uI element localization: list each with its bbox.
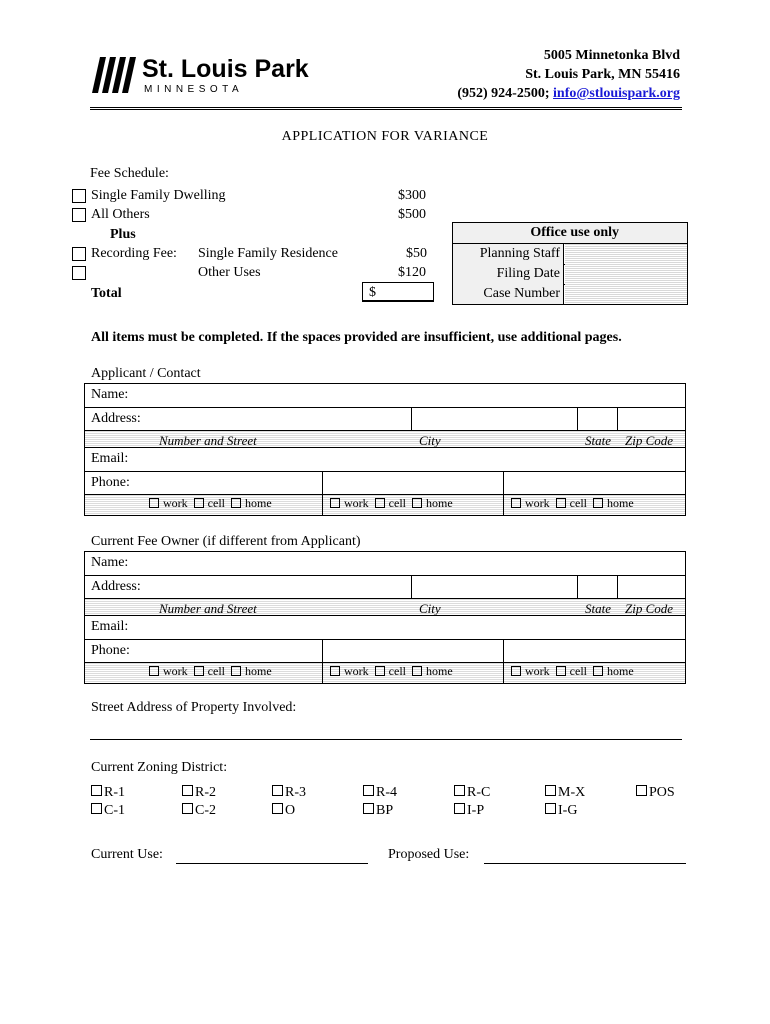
owner-phone1-home-checkbox[interactable] [231, 666, 241, 676]
office-use-heading: Office use only [453, 223, 687, 244]
owner-name-row[interactable] [85, 552, 685, 576]
zone-mx-checkbox[interactable] [545, 785, 556, 796]
applicant-address-label: Address: [91, 411, 141, 426]
office-row-filing-date [453, 264, 687, 285]
owner-phone3-home-checkbox[interactable] [593, 666, 603, 676]
owner-caption-state: State [585, 601, 611, 616]
phone3-work-checkbox[interactable] [511, 498, 521, 508]
property-address-label: Street Address of Property Involved: [91, 700, 297, 715]
fee-label-single-family: Single Family Dwelling [91, 188, 226, 203]
owner-table [84, 551, 686, 684]
owner-phone2-home-checkbox[interactable] [412, 666, 422, 676]
total-label: Total [91, 286, 122, 301]
office-label-case-number: Case Number [483, 286, 560, 301]
fee-checkbox-recording-residence[interactable] [72, 247, 86, 261]
applicant-phone-label: Phone: [91, 475, 130, 490]
fee-checkbox-all-others[interactable] [72, 208, 86, 222]
applicant-email-row[interactable] [85, 448, 685, 472]
zone-option-ig[interactable]: I-G [545, 803, 577, 819]
owner-phone-label: Phone: [91, 643, 130, 658]
current-use-line[interactable] [176, 863, 368, 864]
owner-address-row[interactable] [85, 576, 685, 599]
zone-option-pos[interactable]: POS [636, 785, 675, 801]
zone-option-mx[interactable]: M-X [545, 785, 585, 801]
zone-r2-checkbox[interactable] [182, 785, 193, 796]
owner-caption-zip: Zip Code [625, 601, 674, 616]
logo-state: MINNESOTA [144, 84, 244, 95]
contact-line [457, 84, 680, 103]
owner-phone3-work-checkbox[interactable] [511, 666, 521, 676]
city-address [457, 46, 680, 103]
office-row-case-number [453, 284, 687, 304]
zone-option-rc[interactable]: R-C [454, 785, 490, 801]
header-divider-2 [90, 109, 682, 110]
applicant-email-label: Email: [91, 451, 129, 466]
owner-phone1-cell-checkbox[interactable] [194, 666, 204, 676]
owner-phone-types: work cell home work cell home work cell home [85, 663, 685, 683]
zone-option-r4[interactable]: R-4 [363, 785, 397, 801]
phone2-work-checkbox[interactable] [330, 498, 340, 508]
phone2-home-checkbox[interactable] [412, 498, 422, 508]
recording-amount-residence: $50 [406, 246, 427, 261]
owner-caption-city: City [419, 601, 441, 616]
header-divider [90, 107, 682, 108]
caption-city: City [419, 433, 441, 448]
current-use-label: Current Use: [91, 847, 163, 862]
zone-ip-checkbox[interactable] [454, 803, 465, 814]
zone-option-ip[interactable]: I-P [454, 803, 484, 819]
zone-option-r1[interactable]: R-1 [91, 785, 125, 801]
owner-address-captions [85, 599, 685, 616]
fee-label-all-others: All Others [91, 207, 150, 222]
owner-phone1-work-checkbox[interactable] [149, 666, 159, 676]
phone3-cell-checkbox[interactable] [556, 498, 566, 508]
owner-caption-street: Number and Street [159, 601, 257, 616]
applicant-name-row[interactable] [85, 384, 685, 408]
applicant-phone-row[interactable] [85, 472, 685, 495]
phone3-home-checkbox[interactable] [593, 498, 603, 508]
office-label-filing-date: Filing Date [496, 266, 560, 281]
phone1-work-checkbox[interactable] [149, 498, 159, 508]
office-field-planning-staff[interactable] [565, 244, 687, 264]
zone-pos-checkbox[interactable] [636, 785, 647, 796]
zone-ig-checkbox[interactable] [545, 803, 556, 814]
logo-name: St. Louis Park [142, 55, 309, 83]
zone-c1-checkbox[interactable] [91, 803, 102, 814]
owner-email-label: Email: [91, 619, 129, 634]
fee-plus-label: Plus [110, 227, 136, 242]
instruction-text: All items must be completed. If the spaces provided are insufficient, use additional pages. [91, 330, 622, 345]
zone-rc-checkbox[interactable] [454, 785, 465, 796]
applicant-heading: Applicant / Contact [91, 366, 201, 381]
office-label-planning-staff: Planning Staff [479, 246, 560, 261]
zoning-heading: Current Zoning District: [91, 760, 228, 775]
zone-option-c2[interactable]: C-2 [182, 803, 216, 819]
fee-amount-single-family: $300 [398, 188, 426, 203]
zone-option-r2[interactable]: R-2 [182, 785, 216, 801]
applicant-table [84, 383, 686, 516]
zone-c2-checkbox[interactable] [182, 803, 193, 814]
zone-r3-checkbox[interactable] [272, 785, 283, 796]
owner-heading: Current Fee Owner (if different from Applicant) [91, 534, 361, 549]
email-link[interactable]: info@stlouispark.org [553, 86, 680, 101]
office-row-planning-staff [453, 244, 687, 265]
owner-name-label: Name: [91, 555, 129, 570]
office-use-box [452, 222, 688, 305]
owner-address-label: Address: [91, 579, 141, 594]
city-logo [92, 55, 312, 100]
recording-label-residence: Single Family Residence [198, 246, 338, 261]
phone2-cell-checkbox[interactable] [375, 498, 385, 508]
proposed-use-label: Proposed Use: [388, 847, 470, 862]
caption-state: State [585, 433, 611, 448]
owner-phone2-work-checkbox[interactable] [330, 666, 340, 676]
phone1-home-checkbox[interactable] [231, 498, 241, 508]
property-address-line[interactable] [90, 739, 682, 740]
owner-phone-row[interactable] [85, 640, 685, 663]
logo-bars-icon [92, 57, 136, 93]
zone-option-bp[interactable]: BP [363, 803, 393, 819]
zone-r4-checkbox[interactable] [363, 785, 374, 796]
zone-bp-checkbox[interactable] [363, 803, 374, 814]
address-line-1: 5005 Minnetonka Blvd [543, 48, 680, 63]
zone-option-c1[interactable]: C-1 [91, 803, 125, 819]
applicant-phone-types: work cell home work cell home work cell home [85, 495, 685, 515]
zone-option-o[interactable]: O [272, 803, 295, 819]
fee-amount-all-others: $500 [398, 207, 426, 222]
applicant-address-row[interactable] [85, 408, 685, 431]
zone-option-r3[interactable]: R-3 [272, 785, 306, 801]
zone-r1-checkbox[interactable] [91, 785, 102, 796]
office-field-case-number[interactable] [565, 284, 687, 304]
caption-zip: Zip Code [625, 433, 674, 448]
phone-number: (952) 924-2500; [457, 86, 550, 101]
owner-phone2-cell-checkbox[interactable] [375, 666, 385, 676]
recording-fee-label: Recording Fee: [91, 246, 177, 261]
applicant-name-label: Name: [91, 387, 129, 402]
zone-o-checkbox[interactable] [272, 803, 283, 814]
recording-label-other: Other Uses [198, 265, 261, 280]
phone1-cell-checkbox[interactable] [194, 498, 204, 508]
caption-street: Number and Street [159, 433, 257, 448]
owner-phone3-cell-checkbox[interactable] [556, 666, 566, 676]
total-input[interactable]: $ [362, 282, 434, 302]
recording-amount-other: $120 [398, 265, 426, 280]
fee-checkbox-single-family[interactable] [72, 189, 86, 203]
office-field-filing-date[interactable] [565, 264, 687, 284]
fee-checkbox-recording-other[interactable] [72, 266, 86, 280]
applicant-address-captions [85, 431, 685, 448]
address-line-2: St. Louis Park, MN 55416 [525, 67, 680, 82]
proposed-use-line[interactable] [484, 863, 686, 864]
fee-schedule-heading: Fee Schedule: [90, 166, 169, 181]
page-title: APPLICATION FOR VARIANCE [281, 129, 489, 144]
owner-email-row[interactable] [85, 616, 685, 640]
